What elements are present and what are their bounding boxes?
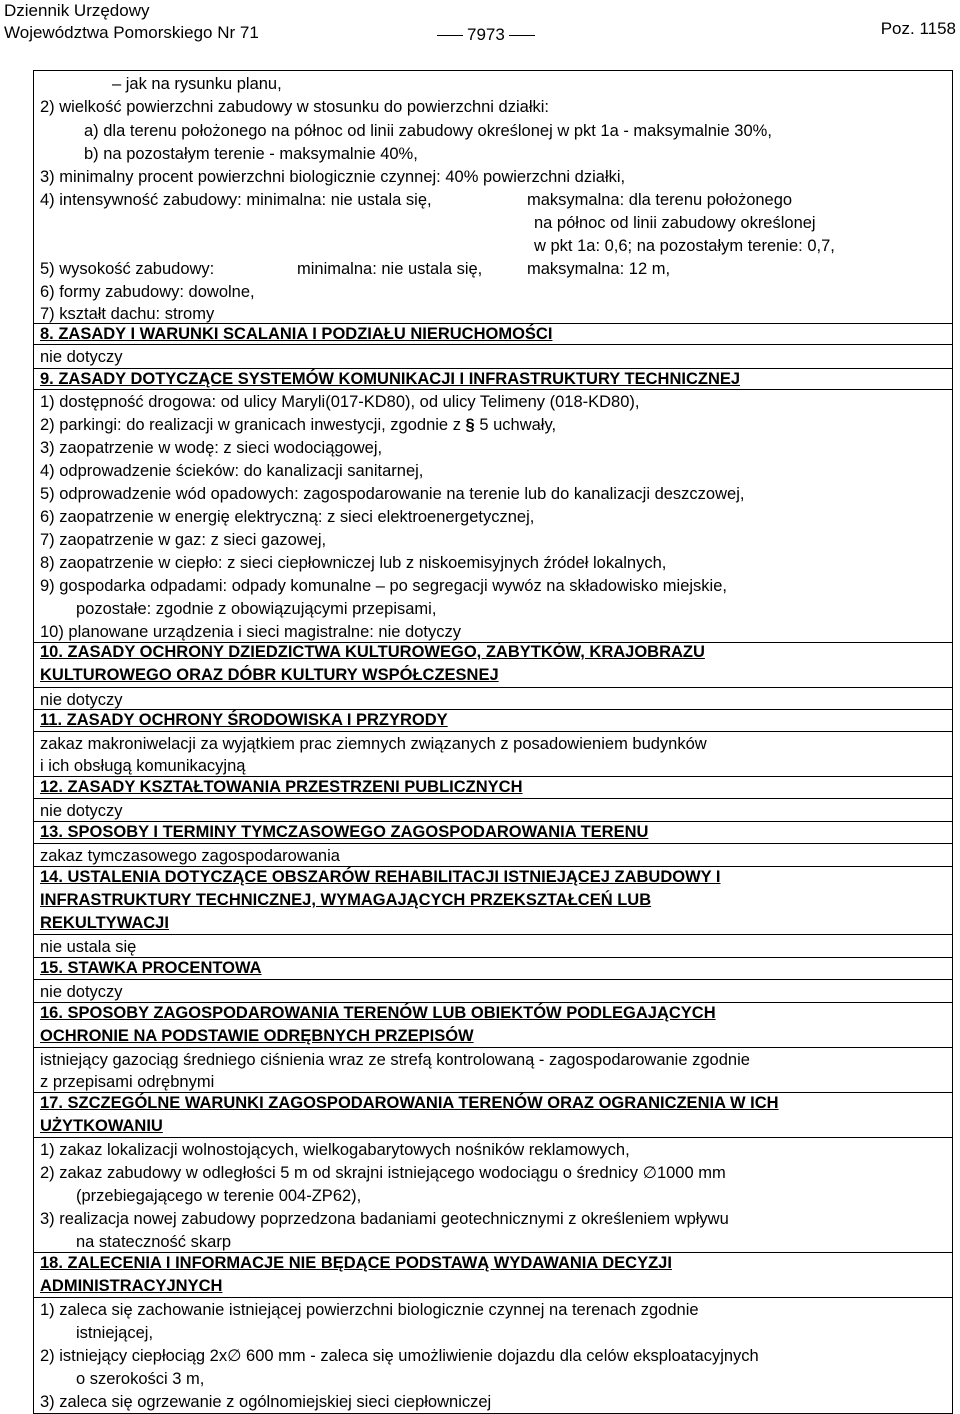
section-title: 11. ZASADY OCHRONY ŚRODOWISKA I PRZYRODY (40, 711, 448, 729)
section-body: z przepisami odrębnymi (40, 1073, 215, 1091)
section-body: nie dotyczy (40, 348, 123, 366)
rule-item (40, 1346, 759, 1366)
rule-item: 7) zaopatrzenie w gaz: z sieci gazowej, (40, 531, 327, 549)
section-title: ADMINISTRACYJNYCH (40, 1277, 223, 1295)
section-title: OCHRONIE NA PODSTAWIE ODRĘBNYCH PRZEPISÓW (40, 1027, 474, 1045)
rule-item-cont: na stateczność skarp (76, 1233, 231, 1251)
rule-item-text: 5 uchwały, (479, 416, 557, 434)
publication-title: Dziennik Urzędowy (4, 1, 150, 20)
section-body: nie dotyczy (40, 983, 123, 1001)
section-title: REKULTYWACJI (40, 914, 169, 932)
rule-item: 6) formy zabudowy: dowolne, (40, 283, 255, 301)
rule-item: 6) zaopatrzenie w energię elektryczną: z sieci elektroenergetycznej, (40, 508, 535, 526)
rule-item-cont: o szerokości 3 m, (76, 1370, 205, 1388)
rule-item: 5) odprowadzenie wód opadowych: zagospodarowanie na terenie lub do kanalizacji deszczowej, (40, 485, 745, 503)
rule-item-text: 2) istniejący ciepłociąg 2x (40, 1347, 228, 1365)
section-body: i ich obsługą komunikacyjną (40, 757, 246, 775)
section-title: INFRASTRUKTURY TECHNICZNEJ, WYMAGAJĄCYCH PRZEKSZTAŁCEŃ LUB (40, 891, 652, 909)
rule-item: 4) odprowadzenie ścieków: do kanalizacji sanitarnej, (40, 462, 424, 480)
rule-item: 1) zaleca się zachowanie istniejącej powierzchni biologicznie czynnej na terenach zgodnie (40, 1301, 699, 1319)
rule-item: 3) zaopatrzenie w wodę: z sieci wodociągowej, (40, 439, 383, 457)
publication-header (4, 0, 259, 44)
rule-item: 8) zaopatrzenie w ciepło: z sieci ciepłowniczej lub z niskoemisyjnych źródeł lokalnych, (40, 554, 667, 572)
diameter-icon: ∅ (642, 1164, 657, 1182)
section-title: 12. ZASADY KSZTAŁTOWANIA PRZESTRZENI PUBLICZNYCH (40, 778, 523, 796)
rule-item-mid: minimalna: nie ustala się, (297, 260, 483, 278)
rule-item-right: maksymalna: dla terenu położonego (527, 191, 793, 209)
rule-item-cont: pozostałe: zgodnie z obowiązującymi przepisami, (76, 600, 437, 618)
section-title: 8. ZASADY I WARUNKI SCALANIA I PODZIAŁU NIERUCHOMOŚCI (40, 325, 553, 343)
section-body: zakaz makroniwelacji za wyjątkiem prac ziemnych związanych z posadowieniem budynków (40, 735, 707, 753)
section-title: 13. SPOSOBY I TERMINY TYMCZASOWEGO ZAGOSPODAROWANIA TERENU (40, 823, 649, 841)
section-body: zakaz tymczasowego zagospodarowania (40, 847, 340, 865)
rule-item-right: na północ od linii zabudowy określonej (534, 214, 816, 232)
rule-item: 4) intensywność zabudowy: minimalna: nie ustala się, (40, 191, 432, 209)
position-number: Poz. 1158 (880, 19, 956, 38)
section-sign-icon: § (465, 416, 475, 434)
page-number-text: 7973 (467, 25, 505, 44)
section-body: nie dotyczy (40, 802, 123, 820)
rule-item: 10) planowane urządzenia i sieci magistralne: nie dotyczy (40, 623, 461, 641)
rule-item: 2) wielkość powierzchni zabudowy w stosunku do powierzchni działki: (40, 98, 549, 116)
rule-item-text: 600 mm - zaleca się umożliwienie dojazdu dla celów eksploatacyjnych (241, 1347, 759, 1365)
diameter-icon: ∅ (227, 1347, 242, 1365)
rule-item-cont: istniejącej, (76, 1324, 154, 1342)
rule-item (40, 415, 556, 435)
rule-line: – jak na rysunku planu, (112, 75, 282, 93)
rule-item: 3) realizacja nowej zabudowy poprzedzona badaniami geotechnicznymi z określeniem wpływu (40, 1210, 729, 1228)
rule-item (40, 1163, 726, 1183)
section-title: 16. SPOSOBY ZAGOSPODAROWANIA TERENÓW LUB OBIEKTÓW PODLEGAJĄCYCH (40, 1004, 716, 1022)
rule-item-right: w pkt 1a: 0,6; na pozostałym terenie: 0,7, (534, 237, 835, 255)
section-title: 18. ZALECENIA I INFORMACJE NIE BĘDĄCE PODSTAWĄ WYDAWANIA DECYZJI (40, 1254, 672, 1272)
section-title: KULTUROWEGO ORAZ DÓBR KULTURY WSPÓŁCZESNEJ (40, 666, 499, 684)
rule-item: 1) dostępność drogowa: od ulicy Maryli(017-KD80), od ulicy Telimeny (018-KD80), (40, 393, 640, 411)
rule-item: 7) kształt dachu: stromy (40, 305, 215, 323)
rule-item: 3) zaleca się ogrzewanie z ogólnomiejskiej sieci ciepłowniczej (40, 1393, 492, 1411)
rule-subitem: b) na pozostałym terenie - maksymalnie 40%, (84, 145, 418, 163)
section-body: nie dotyczy (40, 691, 123, 709)
rule-item-text: 1000 mm (656, 1164, 726, 1182)
rule-item: 1) zakaz lokalizacji wolnostojących, wielkogabarytowych nośników reklamowych, (40, 1141, 630, 1159)
section-title: 17. SZCZEGÓLNE WARUNKI ZAGOSPODAROWANIA TERENÓW ORAZ OGRANICZENIA W ICH (40, 1094, 779, 1112)
plan-table (33, 70, 953, 1414)
rule-item-cont: (przebiegającego w terenie 004-ZP62), (76, 1187, 362, 1205)
rule-item: 9) gospodarka odpadami: odpady komunalne – po segregacji wywóz na składowisko miejskie, (40, 577, 727, 595)
section-body: nie ustala się (40, 938, 137, 956)
rule-subitem: a) dla terenu położonego na północ od linii zabudowy określonej w pkt 1a - maksymalnie 30%, (84, 122, 772, 140)
section-body: istniejący gazociąg średniego ciśnienia wraz ze strefą kontrolowaną - zagospodarowanie zgodnie (40, 1051, 750, 1069)
rule-item-text: 2) parkingi: do realizacji w granicach inwestycji, zgodnie z (40, 416, 461, 434)
publication-subtitle: Województwa Pomorskiego Nr 71 (4, 23, 259, 42)
section-title: 10. ZASADY OCHRONY DZIEDZICTWA KULTUROWEGO, ZABYTKÓW, KRAJOBRAZU (40, 643, 705, 661)
section-title: 9. ZASADY DOTYCZĄCE SYSTEMÓW KOMUNIKACJI I INFRASTRUKTURY TECHNICZNEJ (40, 370, 741, 388)
rule-item-text: 2) zakaz zabudowy w odległości 5 m od skrajni istniejącego wodociągu o średnicy (40, 1164, 638, 1182)
page-number (433, 24, 539, 46)
section-title: UŻYTKOWANIU (40, 1117, 163, 1135)
section-title: 14. USTALENIA DOTYCZĄCE OBSZARÓW REHABILITACJI ISTNIEJĄCEJ ZABUDOWY I (40, 868, 721, 886)
rule-item: 5) wysokość zabudowy: (40, 260, 215, 278)
section-title: 15. STAWKA PROCENTOWA (40, 959, 262, 977)
rule-item-right: maksymalna: 12 m, (527, 260, 671, 278)
rule-item: 3) minimalny procent powierzchni biologicznie czynnej: 40% powierzchni działki, (40, 168, 626, 186)
